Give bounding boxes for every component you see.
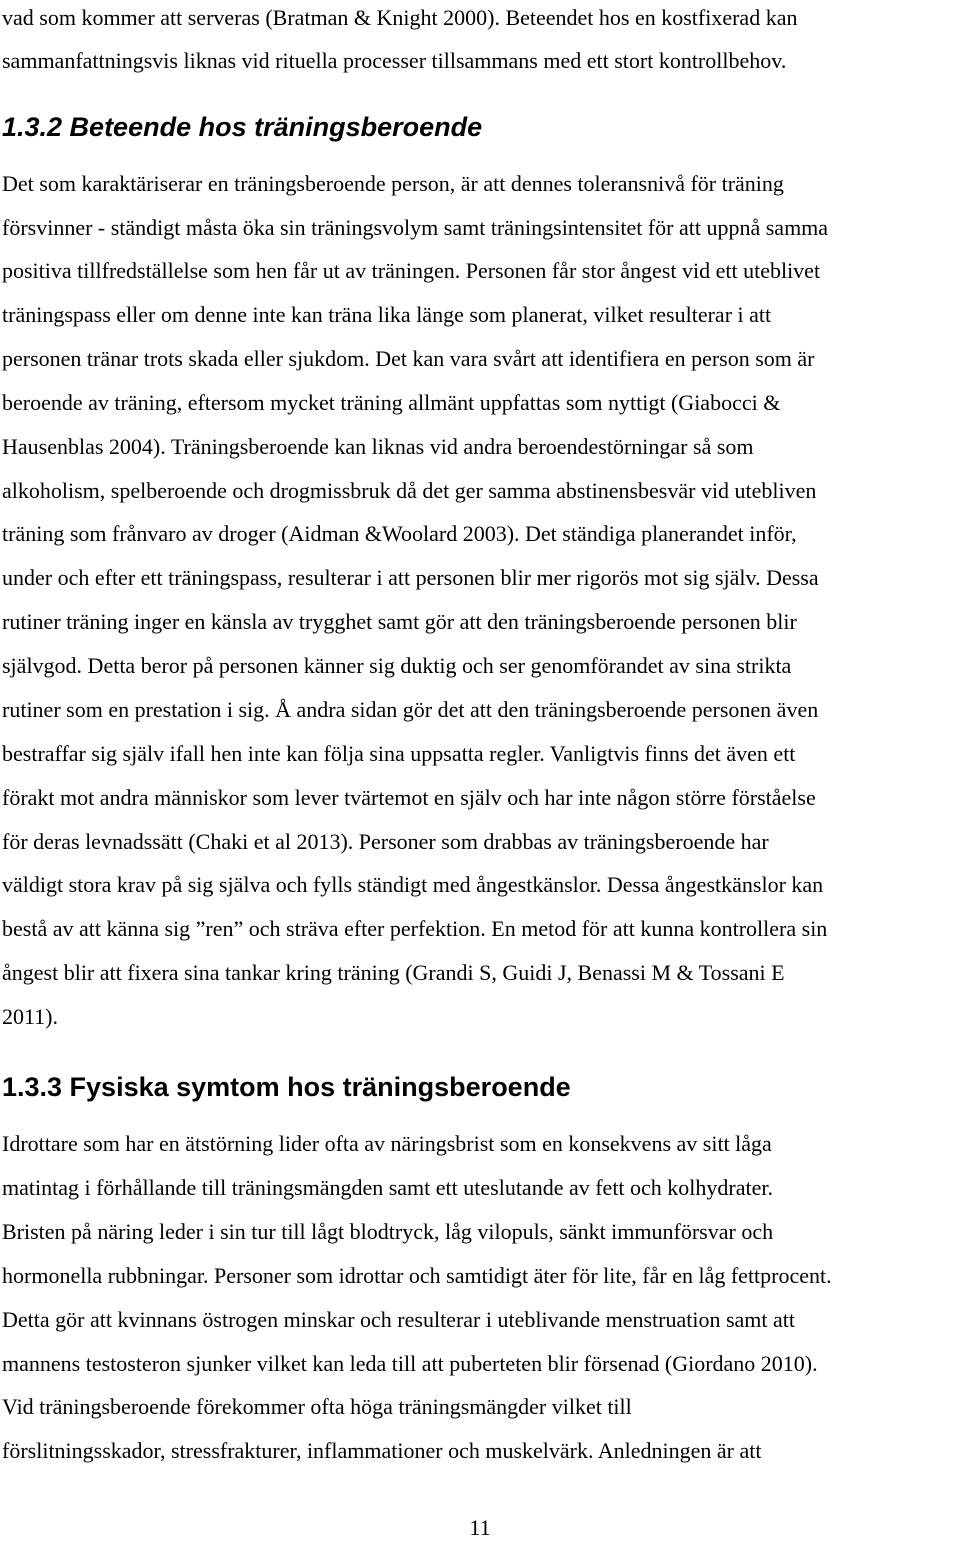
paragraph-line: rutiner träning inger en känsla av trygghet samt gör att den träningsberoende personen blir — [2, 609, 797, 634]
paragraph-line: 2011). — [2, 1004, 59, 1029]
paragraph-line: Bristen på näring leder i sin tur till lågt blodtryck, låg vilopuls, sänkt immunförsvar och — [2, 1219, 774, 1244]
paragraph-line: beroende av träning, eftersom mycket träning allmänt uppfattas som nyttigt (Giabocci & — [2, 390, 781, 415]
paragraph-line: matintag i förhållande till träningsmängden samt ett uteslutande av fett och kolhydrater. — [2, 1175, 773, 1200]
paragraph-line: träning som frånvaro av droger (Aidman &Woolard 2003). Det ständiga planerandet inför, — [2, 521, 797, 546]
paragraph-line: positiva tillfredställelse som hen får ut av träningen. Personen får stor ångest vid ett uteblivet — [2, 258, 821, 283]
paragraph-line: ångest blir att fixera sina tankar kring träning (Grandi S, Guidi J, Benassi M & Tossani E — [2, 960, 785, 985]
page-number: 11 — [469, 1515, 491, 1540]
paragraph-line: Hausenblas 2004). Träningsberoende kan liknas vid andra beroendestörningar så som — [2, 434, 754, 459]
paragraph-line: väldigt stora krav på sig själva och fylls ständigt med ångestkänslor. Dessa ångestkänslor kan — [2, 872, 824, 897]
intro-line: vad som kommer att serveras (Bratman & Knight 2000). Beteendet hos en kostfixerad kan — [2, 5, 798, 30]
paragraph-line: rutiner som en prestation i sig. Å andra sidan gör det att den träningsberoende personen även — [2, 697, 819, 722]
paragraph-line: självgod. Detta beror på personen känner sig duktig och ser genomförandet av sina strikta — [2, 653, 792, 678]
paragraph-line: under och efter ett träningspass, resulterar i att personen blir mer rigorös mot sig själv. Dessa — [2, 565, 819, 590]
paragraph-line: förakt mot andra människor som lever tvärtemot en själv och har inte någon större förståelse — [2, 785, 816, 810]
paragraph-line: personen tränar trots skada eller sjukdom. Det kan vara svårt att identifiera en person som är — [2, 346, 815, 371]
paragraph-line: träningspass eller om denne inte kan träna lika länge som planerat, vilket resulterar i att — [2, 302, 772, 327]
paragraph-line: Det som karaktäriserar en träningsberoende person, är att dennes toleransnivå för träning — [2, 171, 784, 196]
section-heading-1-3-2: 1.3.2 Beteende hos träningsberoende — [2, 112, 483, 142]
paragraph-line: för deras levnadssätt (Chaki et al 2013). Personer som drabbas av träningsberoende har — [2, 829, 769, 854]
paragraph-line: hormonella rubbningar. Personer som idrottar och samtidigt äter för lite, får en låg fettprocent. — [2, 1263, 832, 1288]
paragraph-line: Vid träningsberoende förekommer ofta höga träningsmängder vilket till — [2, 1394, 632, 1419]
paragraph-line: försvinner - ständigt måsta öka sin träningsvolym samt träningsintensitet för att uppnå samma — [2, 215, 829, 240]
paragraph-line: Idrottare som har en ätstörning lider ofta av näringsbrist som en konsekvens av sitt låga — [2, 1131, 772, 1156]
paragraph-line: alkoholism, spelberoende och drogmissbruk då det ger samma abstinensbesvär vid utebliven — [2, 478, 817, 503]
paragraph-line: mannens testosteron sjunker vilket kan leda till att puberteten blir försenad (Giordano 2010). — [2, 1351, 818, 1376]
paragraph-line: bestraffar sig själv ifall hen inte kan följa sina uppsatta regler. Vanligtvis finns det även ett — [2, 741, 796, 766]
paragraph-line: bestå av att känna sig ”ren” och sträva efter perfektion. En metod för att kunna kontrollera sin — [2, 916, 828, 941]
section-heading-1-3-3: 1.3.3 Fysiska symtom hos träningsberoende — [2, 1072, 571, 1102]
paragraph-line: förslitningsskador, stressfrakturer, inflammationer och muskelvärk. Anledningen är att — [2, 1438, 762, 1463]
intro-line: sammanfattningsvis liknas vid rituella processer tillsammans med ett stort kontrollbehov. — [2, 48, 787, 73]
paragraph-line: Detta gör att kvinnans östrogen minskar och resulterar i uteblivande menstruation samt att — [2, 1307, 796, 1332]
